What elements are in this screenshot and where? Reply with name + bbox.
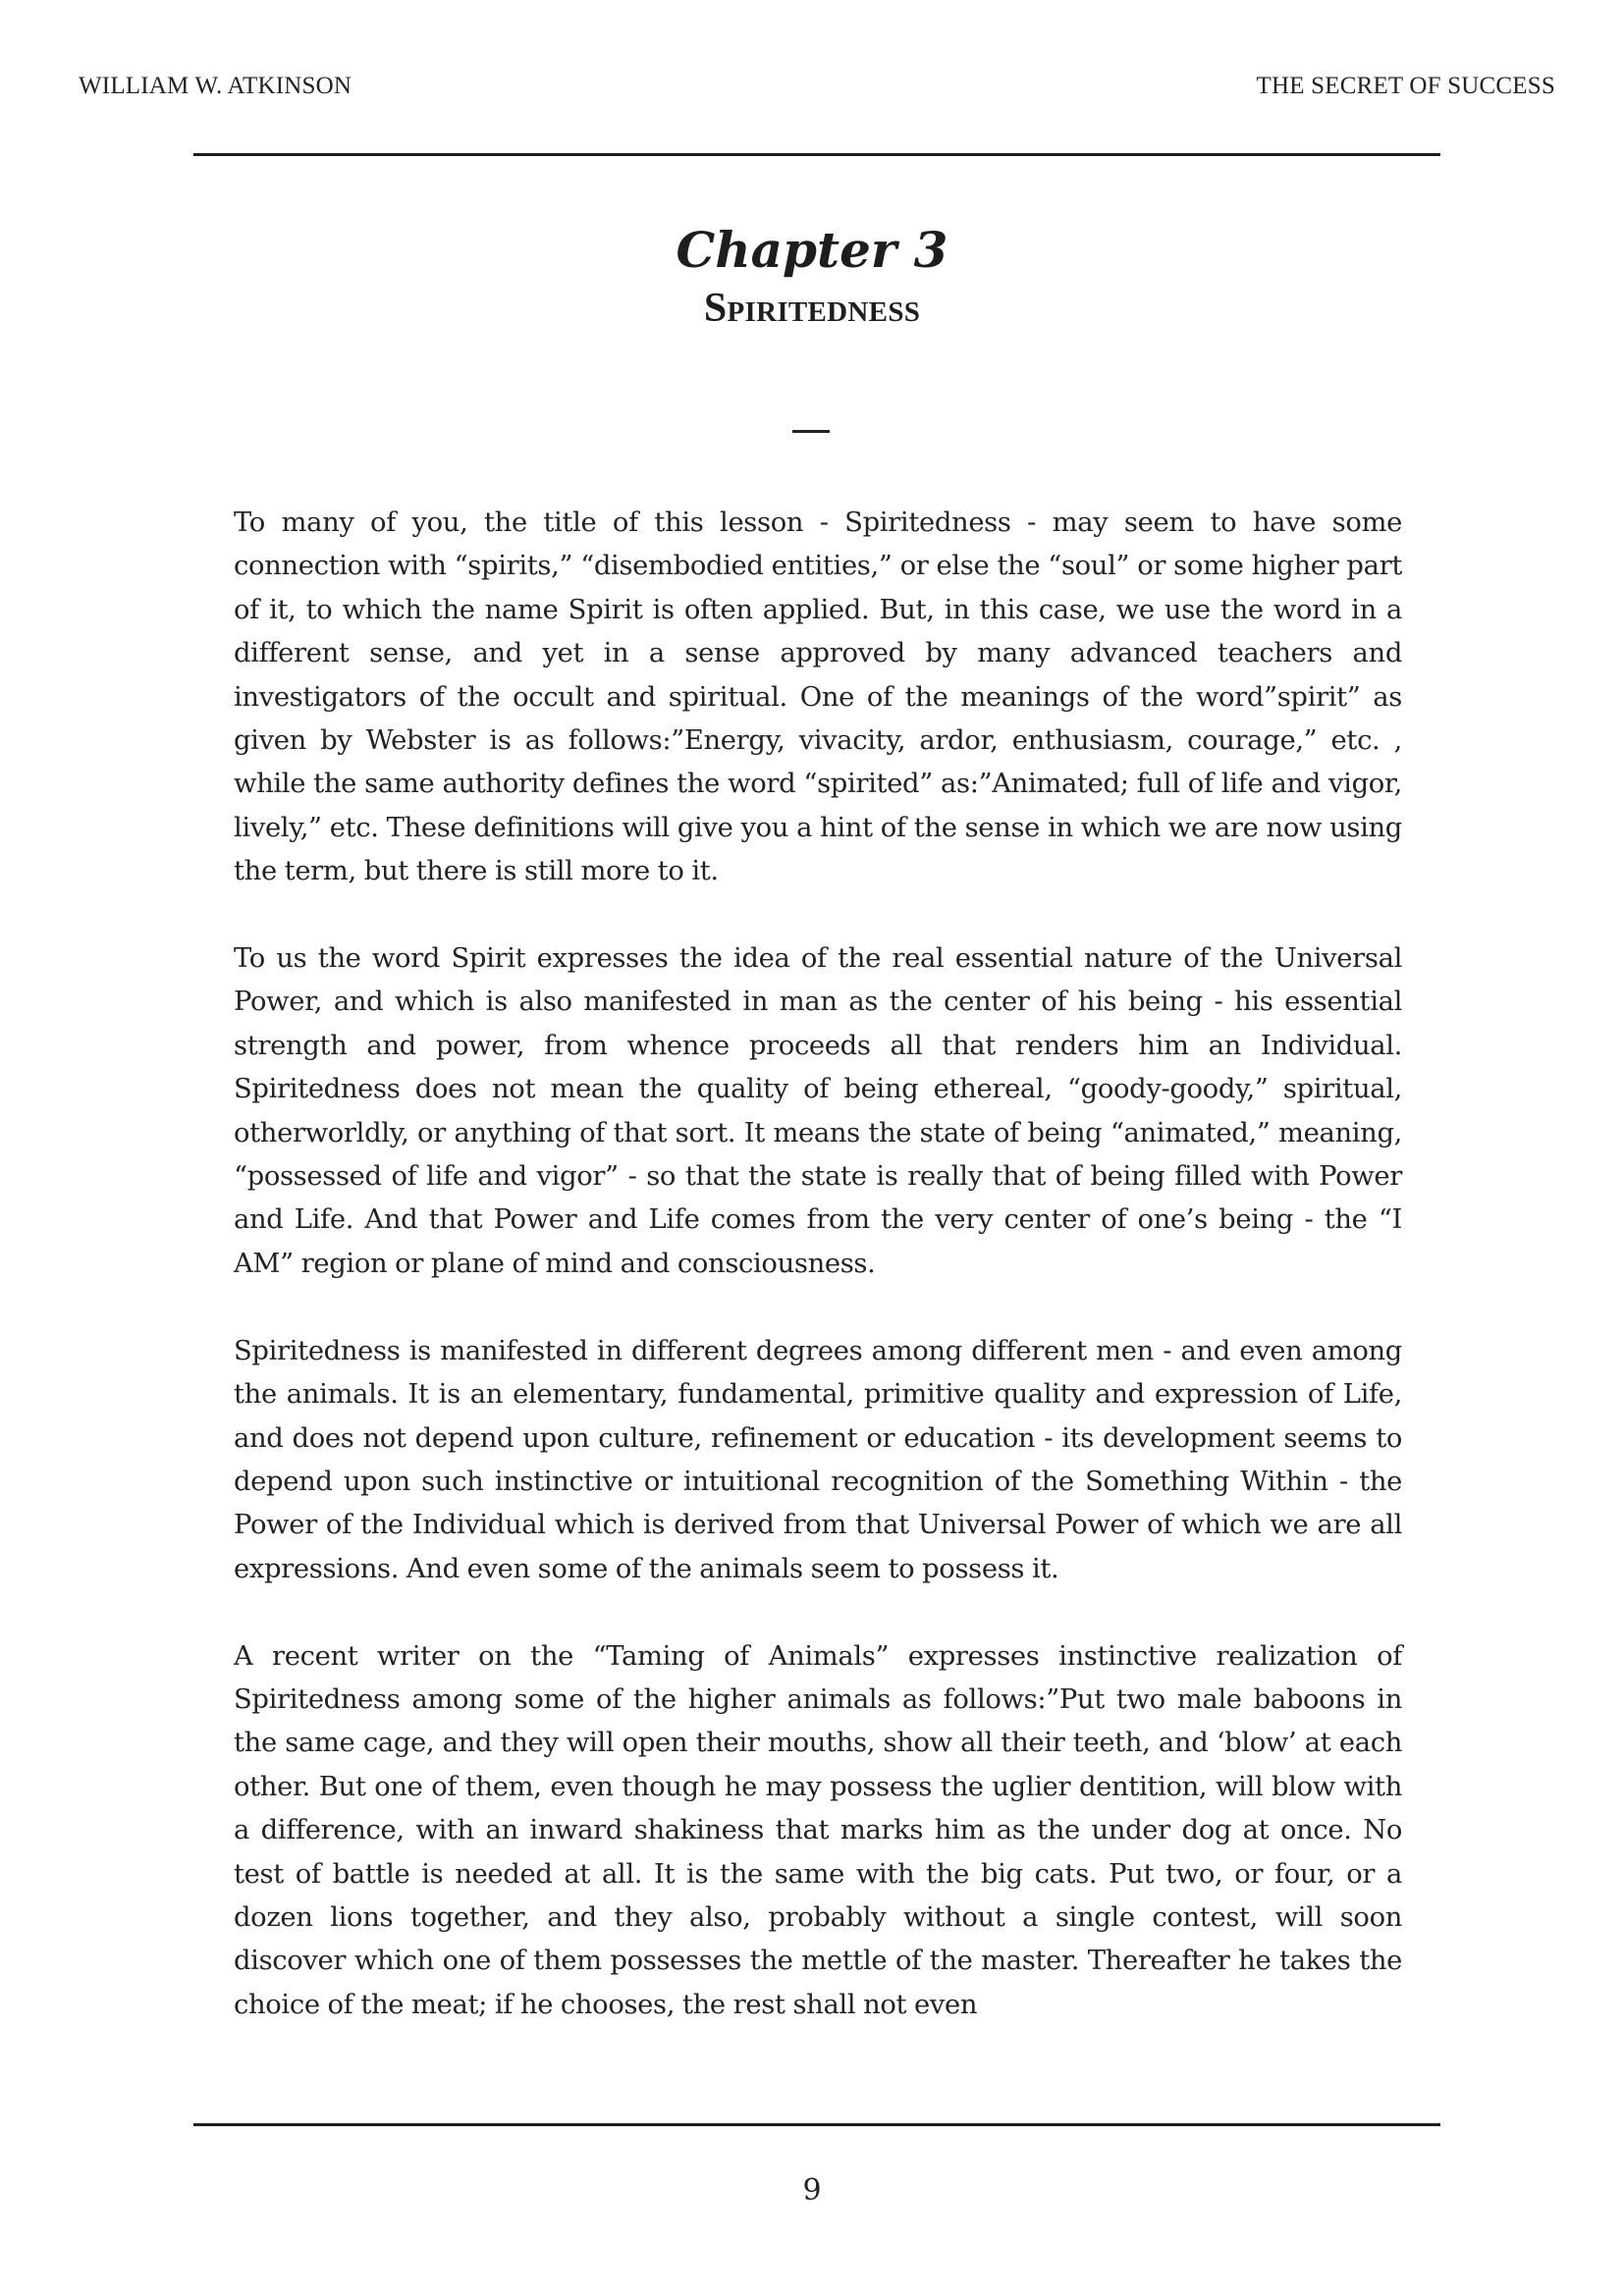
chapter-subtitle: Spiritedness [703, 286, 921, 331]
paragraph: Spiritedness is manifested in different degrees among different men - and even among the animals. It is an elementary, fundamental, primitive quality and expression of Life, and does not depend upon culture, refinement or education - its development seems to depend upon such instinctive or intuitional recognition of the Something Within - the Power of the Individual which is derived from that Universal Power of which we are all expressions. And even some of the animals seem to possess it. [234, 1335, 1402, 1584]
paragraph: To many of you, the title of this lesson - Spiritedness - may seem to have some connection with “spirits,” “disembodied entities,” or else the “soul” or some higher part of it, to which the name Spirit is often applied. But, in this case, we use the word in a different sense, and yet in a sense approved by many advanced teachers and investigators of the occult and spiritual. One of the meanings of the word”spirit” as given by Webster is as follows:”Energy, vivacity, ardor, enthusiasm, courage,” etc. , while the same authority defines the word “spirited” as:”Animated; full of life and vigor, lively,” etc. These definitions will give you a hint of the sense in which we are now using the term, but there is still more to it. [234, 507, 1402, 887]
paragraph: A recent writer on the “Taming of Animals” expresses instinctive realization of Spiritedness among some of the higher animals as follows:”Put two male baboons in the same cage, and they will open their mouths, show all their teeth, and ‘blow’ at each other. But one of them, even though he may possess the uglier dentition, will blow with a difference, with an inward shakiness that marks him as the under dog at once. No test of battle is needed at all. It is the same with the big cats. Put two, or four, or a dozen lions together, and they also, probably without a single contest, will soon discover which one of them possesses the mettle of the master. Thereafter he takes the choice of the meat; if he chooses, the rest shall not even [234, 1640, 1402, 2020]
chapter-title: Chapter 3 [676, 221, 948, 279]
running-head-author: WILLIAM W. ATKINSON [79, 73, 352, 99]
chapter-body [234, 502, 1402, 2071]
footer-rule [193, 2123, 1440, 2126]
header-rule [193, 153, 1440, 156]
running-head-book-title: THE SECRET OF SUCCESS [1256, 73, 1555, 99]
paragraph: To us the word Spirit expresses the idea of the real essential nature of the Universal Power, and which is also manifested in man as the center of his being - his essential strength and power, from whence proceeds all that renders him an Individual. Spiritedness does not mean the quality of being ethereal, “goody-goody,” spiritual, otherworldly, or anything of that sort. It means the state of being “animated,” meaning, “possessed of life and vigor” - so that the state is really that of being filled with Power and Life. And that Power and Life comes from the very center of one’s being - the “I AM” region or plane of mind and consciousness. [234, 943, 1402, 1279]
page-number: 9 [802, 2173, 822, 2208]
chapter-heading [0, 218, 1624, 334]
chapter-separator-dash [792, 430, 830, 433]
